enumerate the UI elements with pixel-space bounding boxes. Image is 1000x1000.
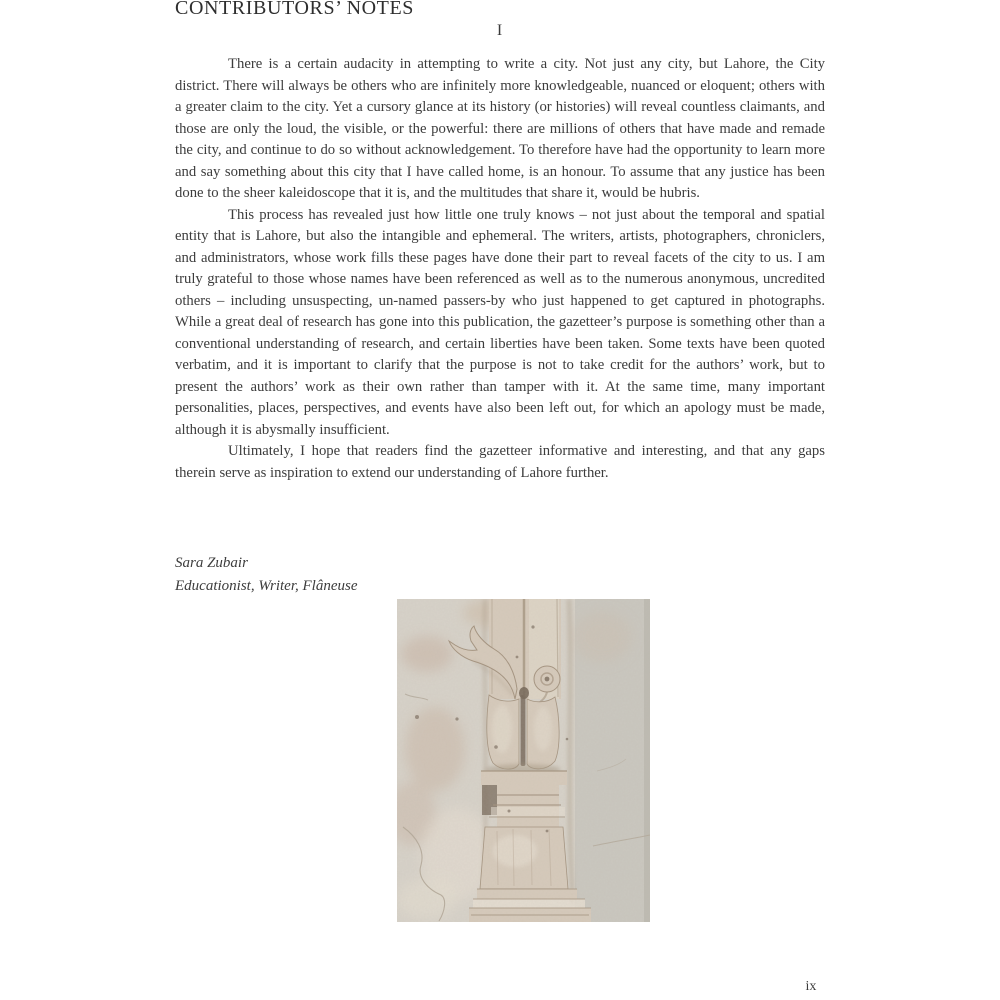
signature-block (175, 552, 357, 598)
signature-title: Educationist, Writer, Flâneuse (175, 578, 358, 594)
section-numeral: I (496, 22, 504, 39)
pilaster-illustration (397, 599, 650, 922)
page-heading: CONTRIBUTORS’ NOTES (175, 0, 415, 19)
body-paragraph: There is a certain audacity in attempting to write a city. Not just any city, but Lahore, the City district. There will always be others who are infinitely more knowledgeable, nuanced or eloquent; others with a greater claim to the city. Yet a cursory glance at its history (or histories) will reveal countless claimants, and those are only the loud, the visible, or the powerful: there are millions of others that have made and remade the city, and continue to do so without acknowledgement. To therefore have had the opportunity to learn more and say something about this city that I have called home, is an honour. To assume that any justice has been done to the sheer kaleidoscope that it is, and the multitudes that share it, would be hubris. (175, 56, 825, 201)
body-text-block (175, 54, 825, 484)
photo-pilaster (397, 599, 650, 922)
plaster-grain (397, 599, 650, 922)
body-paragraph: This process has revealed just how little one truly knows – not just about the temporal and spatial entity that is Lahore, but also the intangible and ephemeral. The writers, artists, photographers, chroniclers, and administrators, whose work fills these pages have done their part to reveal facets of the city to us. I am truly grateful to those whose names have been referenced as well as to the numerous anonymous, uncredited others – including unsuspecting, un-named passers-by who just happened to get captured in photographs. While a great deal of research has gone into this publication, the gazetteer’s purpose is something other than a conventional understanding of research, and certain liberties have been taken. Some texts have been quoted verbatim, and it is important to clarify that the purpose is not to take credit for the authors’ work, but to present the authors’ work as their own rather than tamper with it. At the same time, many important personalities, places, perspectives, and events have also been left out, for which an apology must be made, although it is abysmally insufficient. (175, 206, 825, 438)
body-paragraph: Ultimately, I hope that readers find the gazetteer informative and interesting, and that any gaps therein serve as inspiration to extend our understanding of Lahore further. (175, 443, 825, 481)
signature-name: Sara Zubair (175, 555, 248, 571)
page-number: ix (805, 979, 817, 994)
